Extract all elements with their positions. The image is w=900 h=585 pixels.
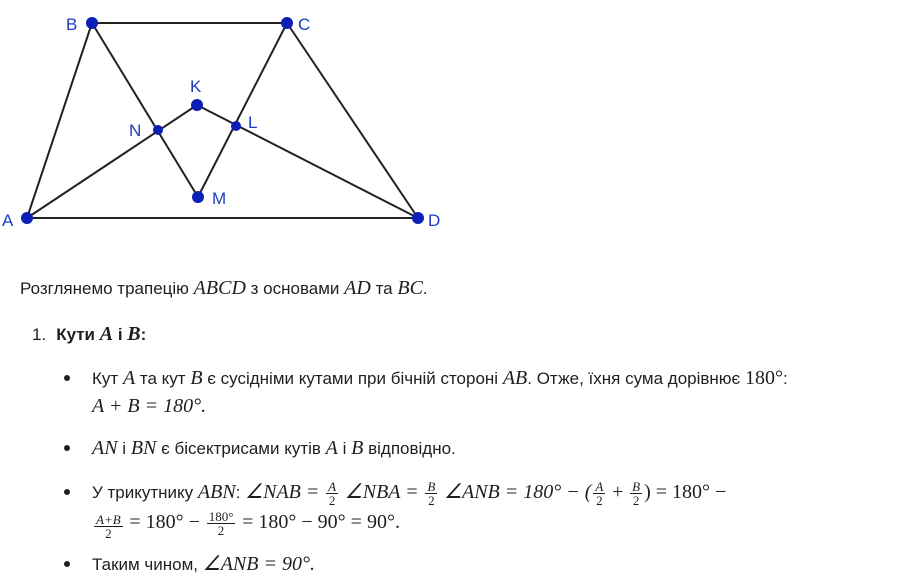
label-k: K [190,77,202,96]
bullet-3-text [92,480,884,540]
b2-conj: і [122,439,127,458]
fraction-b-2 [630,480,642,507]
label-l: L [248,113,258,132]
frac-num: A [328,479,337,495]
b1-text-2: та кут [139,369,186,388]
frac-den: 2 [428,493,435,509]
math-eq1: = 180° − [129,511,200,533]
bullet-2 [64,436,884,461]
label-n: N [129,121,142,140]
b1-text: Кут [92,369,119,388]
list-item-1 [32,322,146,347]
intro-text-3: та [375,279,393,298]
b2-text-2: відповідно. [368,439,456,458]
math-nba: ∠NBA = [344,481,419,503]
bullet-dot [64,489,70,495]
list-number: 1. [32,325,47,344]
math-abn: ABN [197,481,236,503]
bullet-4-text [92,552,884,577]
segment-ab [27,23,92,218]
math-a: A [325,437,338,459]
frac-den: 2 [105,526,112,542]
point-c [281,17,293,29]
b1-text-3: є сусідніми кутами при бічній стороні [207,369,499,388]
fraction-b-2 [425,480,437,507]
label-m: M [212,189,227,208]
math-a: A [99,323,114,345]
bullet-dot [64,445,70,451]
label-b: B [66,15,78,34]
bullet-2-text [92,436,884,461]
intro-end: . [422,279,428,298]
bullet-1-text [92,366,884,421]
math-bc: BC [397,277,423,299]
math-abcd: ABCD [193,277,246,299]
b1-colon: : [782,369,788,388]
bullet-1 [64,366,884,421]
item-colon: : [140,325,147,344]
point-m [192,191,204,203]
math-sum-eq: A + B = 180°. [92,395,207,417]
point-d [412,212,424,224]
math-a: A [122,367,136,389]
segment-ak [27,105,197,218]
math-plus: + [612,481,624,503]
frac-num: A+B [96,512,121,528]
math-nab: ∠NAB = [245,481,320,503]
frac-num: B [632,479,641,495]
trapezoid-diagram [0,0,460,250]
math-180: 180° [744,367,783,389]
point-b [86,17,98,29]
frac-num: B [427,479,436,495]
math-ab: AB [502,367,528,389]
fraction-a-2 [593,480,605,507]
math-eq2: = 180° − 90° = 90°. [242,511,400,533]
item-title: Кути [56,325,96,344]
b3-colon: : [235,483,241,502]
math-anb-90: ∠ANB = 90°. [202,553,315,575]
frac-den: 2 [596,493,603,509]
point-l [231,121,241,131]
point-a [21,212,33,224]
bullet-dot [64,375,70,381]
fraction-180-2 [207,510,236,537]
frac-num: 180° [208,509,234,525]
point-n [153,125,163,135]
b4-text: Таким чином, [92,555,199,574]
solution-text [20,276,890,575]
bullet-4 [64,552,884,577]
segment-dk [197,105,418,218]
label-a: A [2,211,14,230]
frac-den: 2 [217,523,225,539]
frac-num: A [595,479,604,495]
math-anb: ∠ANB = 180° − ( [444,481,592,503]
segment-cm [198,23,287,197]
math-b: B [190,367,203,389]
math-close: ) = 180° − [644,481,727,503]
math-b: B [351,437,364,459]
segment-bm [92,23,198,197]
bullet-dot [64,561,70,567]
segment-cd [287,23,418,218]
label-c: C [298,15,311,34]
math-an: AN [92,437,118,459]
frac-den: 2 [328,493,336,509]
fraction-a-2 [326,480,338,507]
item-title-conj: і [117,325,123,344]
b3-text: У трикутнику [92,483,194,502]
b1-text-4: . Отже, їхня сума дорівнює [527,369,741,388]
b2-text: є бісектрисами кутів [161,439,321,458]
b2-conj-2: і [342,439,347,458]
intro-paragraph [20,276,890,301]
fraction-aplusb-2 [94,513,123,540]
frac-den: 2 [632,493,640,509]
math-b: B [127,323,141,345]
math-bn: BN [130,437,157,459]
intro-text-2: з основами [250,279,340,298]
label-d: D [428,211,441,230]
intro-text: Розглянемо трапецію [20,279,189,298]
bullet-3 [64,480,884,540]
point-k [191,99,203,111]
math-ad: AD [344,277,371,299]
